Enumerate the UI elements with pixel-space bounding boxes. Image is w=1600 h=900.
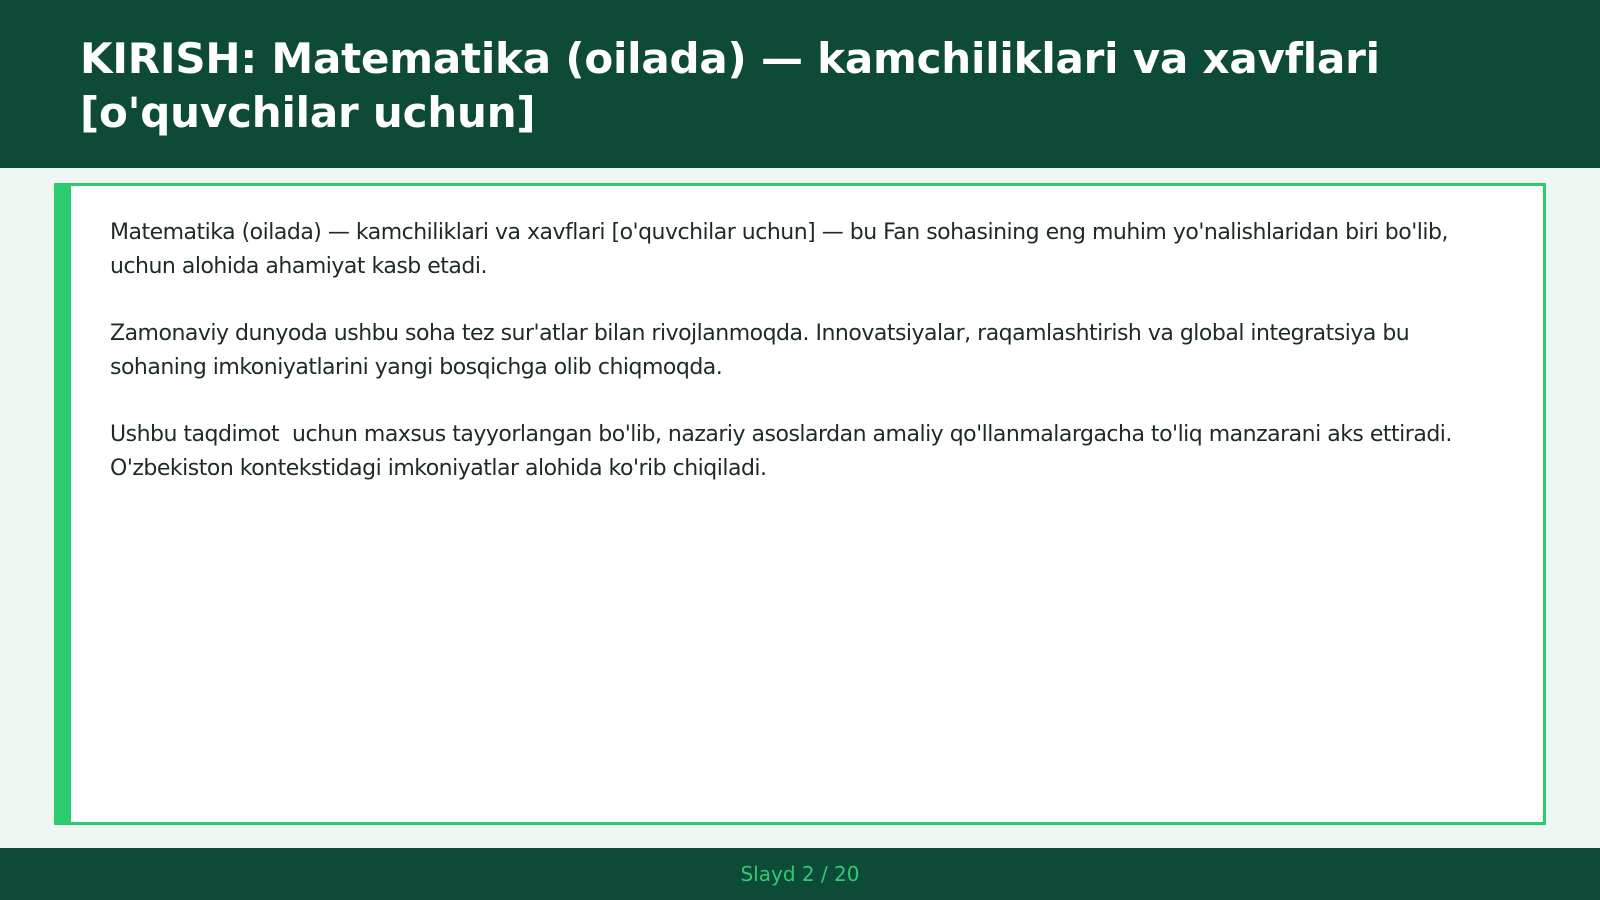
slide-title: KIRISH: Matematika (oilada) — kamchiliklari va xavflari [o'quvchilar uchun]: [80, 34, 1380, 137]
content-card: [54, 183, 1546, 825]
paragraph-intro: Matematika (oilada) — kamchiliklari va xavflari [o'quvchilar uchun] — bu Fan sohasining eng muhim yo'nalishlaridan biri bo'lib, uchun alohida ahamiyat kasb etadi.: [110, 220, 1461, 279]
slide-header: [0, 0, 1600, 168]
paragraph-modern-world: Zamonaviy dunyoda ushbu soha tez sur'atlar bilan rivojlanmoqda. Innovatsiyalar, raqamlashtirish va global integratsiya bu sohaning imkoniyatlarini yangi bosqichga olib chiqmoqda.: [110, 321, 1416, 380]
slide-footer: [0, 848, 1600, 900]
slide-counter: Slayd 2 / 20: [740, 862, 860, 886]
paragraph-presentation-scope: Ushbu taqdimot uchun maxsus tayyorlangan bo'lib, nazariy asoslardan amaliy qo'llanmalargacha to'liq manzarani aks ettiradi. O'zbekiston kontekstidagi imkoniyatlar alohida ko'rib chiqiladi.: [110, 422, 1459, 481]
content-body: [110, 216, 1500, 519]
